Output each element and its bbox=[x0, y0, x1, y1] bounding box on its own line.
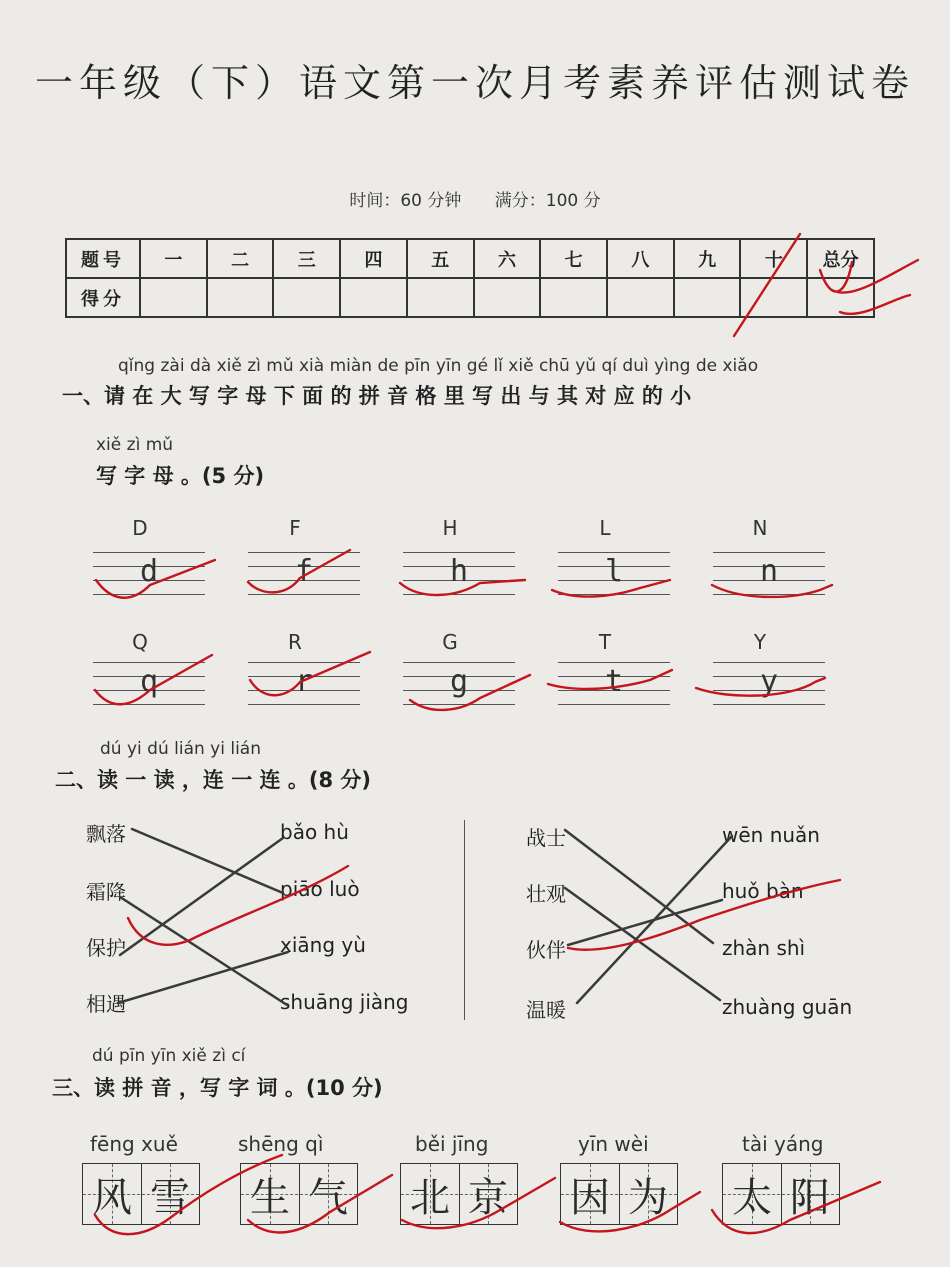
q3-heading: 三、读 拼 音 ，写 字 词 。(10 分) bbox=[52, 1076, 383, 1100]
four-line-rule bbox=[248, 594, 360, 595]
pencil-line bbox=[565, 888, 720, 1000]
match-left-pinyin: bǎo hù bbox=[280, 820, 349, 844]
q3-handwritten-char: 太 bbox=[732, 1174, 772, 1221]
q1-uppercase-letter: Y bbox=[753, 630, 767, 654]
q3-handwritten-char: 雪 bbox=[150, 1174, 190, 1221]
q3-tianzige-box[interactable] bbox=[240, 1163, 358, 1225]
match-right-pinyin: wēn nuǎn bbox=[722, 823, 820, 847]
match-right-word: 壮观 bbox=[526, 882, 566, 906]
q3-word-pinyin: shēng qì bbox=[238, 1132, 324, 1156]
match-left-word: 相遇 bbox=[86, 992, 126, 1016]
match-right-pinyin: zhuàng guān bbox=[722, 995, 853, 1019]
score-cell bbox=[474, 278, 541, 317]
q1-uppercase-letter: L bbox=[599, 516, 611, 540]
q2-divider bbox=[464, 820, 465, 1020]
q1-handwritten-answer: g bbox=[449, 664, 469, 699]
score-table-row-head: 题号 bbox=[66, 239, 140, 278]
q3-handwritten-char: 京 bbox=[468, 1174, 508, 1221]
score-table-score-row bbox=[66, 278, 874, 317]
q3-handwritten-char: 北 bbox=[410, 1174, 450, 1221]
score-col-1: 一 bbox=[140, 239, 207, 278]
score-table bbox=[65, 238, 875, 318]
four-line-rule bbox=[558, 704, 670, 705]
q1-uppercase-letter: Q bbox=[132, 630, 148, 654]
match-right-word: 温暖 bbox=[526, 998, 566, 1022]
q1-pinyin-four-line-box[interactable] bbox=[248, 552, 360, 598]
four-line-rule bbox=[248, 704, 360, 705]
q1-uppercase-letter: F bbox=[289, 516, 301, 540]
q1-handwritten-answer: t bbox=[604, 664, 624, 699]
q1-handwritten-answer: n bbox=[759, 554, 779, 589]
q1-pinyin-four-line-box[interactable] bbox=[558, 552, 670, 598]
four-line-rule bbox=[713, 594, 825, 595]
score-cell bbox=[407, 278, 474, 317]
score-cell bbox=[207, 278, 274, 317]
pencil-line bbox=[568, 900, 722, 945]
q1-handwritten-answer: q bbox=[139, 664, 159, 699]
pencil-line bbox=[118, 952, 288, 1003]
score-col-total: 总分 bbox=[807, 239, 874, 278]
pencil-line bbox=[132, 829, 283, 893]
score-cell bbox=[540, 278, 607, 317]
four-line-rule bbox=[713, 704, 825, 705]
time-limit: 时间：60 分钟 bbox=[349, 191, 462, 211]
score-cell-total bbox=[807, 278, 874, 317]
match-right-word: 战士 bbox=[526, 826, 566, 850]
q3-pinyin: dú pīn yīn xiě zì cí bbox=[92, 1046, 246, 1066]
score-col-3: 三 bbox=[273, 239, 340, 278]
q1-pinyin-four-line-box[interactable] bbox=[403, 662, 515, 708]
score-col-10: 十 bbox=[740, 239, 807, 278]
full-score: 满分：100 分 bbox=[494, 191, 601, 211]
match-left-pinyin: shuāng jiàng bbox=[280, 990, 409, 1014]
q1-handwritten-answer: y bbox=[759, 664, 779, 699]
q3-handwritten-char: 为 bbox=[628, 1174, 668, 1221]
q3-tianzige-box[interactable] bbox=[400, 1163, 518, 1225]
pencil-match-lines bbox=[118, 829, 732, 1005]
q3-tianzige-box[interactable] bbox=[722, 1163, 840, 1225]
q1-pinyin-four-line-box[interactable] bbox=[93, 552, 205, 598]
q1-uppercase-letter: N bbox=[752, 516, 768, 540]
q1-pinyin-four-line-box[interactable] bbox=[558, 662, 670, 708]
q1-uppercase-letter: R bbox=[288, 630, 302, 654]
four-line-rule bbox=[403, 594, 515, 595]
q1-pinyin-line2: xiě zì mǔ bbox=[96, 435, 174, 455]
four-line-rule bbox=[93, 704, 205, 705]
q1-pinyin-four-line-box[interactable] bbox=[248, 662, 360, 708]
q3-handwritten-char: 生 bbox=[250, 1174, 290, 1221]
q1-handwritten-answer: l bbox=[604, 554, 624, 589]
q1-handwritten-answer: h bbox=[449, 554, 469, 589]
pencil-line bbox=[120, 838, 283, 955]
match-right-pinyin: zhàn shì bbox=[722, 936, 806, 960]
score-cell bbox=[273, 278, 340, 317]
exam-meta bbox=[0, 186, 950, 211]
q3-handwritten-char: 风 bbox=[92, 1174, 132, 1221]
q1-handwritten-answer: r bbox=[294, 664, 314, 699]
q3-handwritten-char: 因 bbox=[570, 1174, 610, 1221]
exam-title: 一年级（下）语文第一次月考素养评估测试卷 bbox=[34, 61, 915, 105]
q3-word-pinyin: tài yáng bbox=[742, 1132, 824, 1156]
q3-word-pinyin: yīn wèi bbox=[578, 1132, 649, 1156]
pencil-line bbox=[577, 836, 732, 1003]
q1-pinyin-four-line-box[interactable] bbox=[713, 662, 825, 708]
q3-tianzige-box[interactable] bbox=[560, 1163, 678, 1225]
score-col-5: 五 bbox=[407, 239, 474, 278]
q3-word-pinyin: běi jīng bbox=[415, 1132, 489, 1156]
q3-tianzige-box[interactable] bbox=[82, 1163, 200, 1225]
score-cell bbox=[740, 278, 807, 317]
q1-pinyin-four-line-box[interactable] bbox=[713, 552, 825, 598]
match-left-pinyin: xiāng yù bbox=[280, 933, 366, 957]
q2-heading: 二、读 一 读 ，连 一 连 。(8 分) bbox=[55, 768, 371, 792]
score-col-8: 八 bbox=[607, 239, 674, 278]
match-left-word: 霜降 bbox=[86, 880, 126, 904]
score-col-7: 七 bbox=[540, 239, 607, 278]
four-line-rule bbox=[558, 594, 670, 595]
match-left-word: 保护 bbox=[86, 936, 126, 960]
q3-handwritten-char: 气 bbox=[308, 1174, 348, 1221]
score-cell bbox=[340, 278, 407, 317]
score-cell bbox=[674, 278, 741, 317]
score-col-2: 二 bbox=[207, 239, 274, 278]
q1-pinyin-line1: qǐng zài dà xiě zì mǔ xià miàn de pīn yīn gé lǐ xiě chū yǔ qí duì yìng de xiǎo bbox=[118, 356, 759, 376]
q1-uppercase-letter: G bbox=[442, 630, 458, 654]
four-line-rule bbox=[93, 594, 205, 595]
q2-pinyin: dú yi dú lián yi lián bbox=[100, 739, 261, 759]
pencil-line bbox=[120, 897, 287, 1005]
four-line-rule bbox=[403, 704, 515, 705]
match-right-pinyin: huǒ bàn bbox=[722, 879, 804, 903]
q1-heading-line1: 一、请 在 大 写 字 母 下 面 的 拼 音 格 里 写 出 与 其 对 应 的 小 bbox=[62, 384, 692, 408]
q1-uppercase-letter: D bbox=[132, 516, 148, 540]
score-cell bbox=[607, 278, 674, 317]
score-col-4: 四 bbox=[340, 239, 407, 278]
q1-uppercase-letter: T bbox=[598, 630, 612, 654]
score-col-6: 六 bbox=[474, 239, 541, 278]
q3-word-pinyin: fēng xuě bbox=[90, 1132, 178, 1156]
score-col-9: 九 bbox=[674, 239, 741, 278]
q1-pinyin-four-line-box[interactable] bbox=[93, 662, 205, 708]
score-cell bbox=[140, 278, 207, 317]
q1-uppercase-letter: H bbox=[442, 516, 458, 540]
q1-pinyin-four-line-box[interactable] bbox=[403, 552, 515, 598]
q1-handwritten-answer: d bbox=[139, 554, 159, 589]
score-table-header-row bbox=[66, 239, 874, 278]
q3-handwritten-char: 阳 bbox=[790, 1174, 830, 1221]
match-left-word: 飘落 bbox=[86, 822, 126, 846]
match-left-pinyin: piāo luò bbox=[280, 877, 360, 901]
pencil-line bbox=[565, 830, 713, 943]
score-table-row-head-2: 得分 bbox=[66, 278, 140, 317]
q1-heading-line2: 写 字 母 。(5 分) bbox=[96, 464, 265, 488]
q1-handwritten-answer: f bbox=[294, 554, 314, 589]
match-right-word: 伙伴 bbox=[526, 938, 566, 962]
